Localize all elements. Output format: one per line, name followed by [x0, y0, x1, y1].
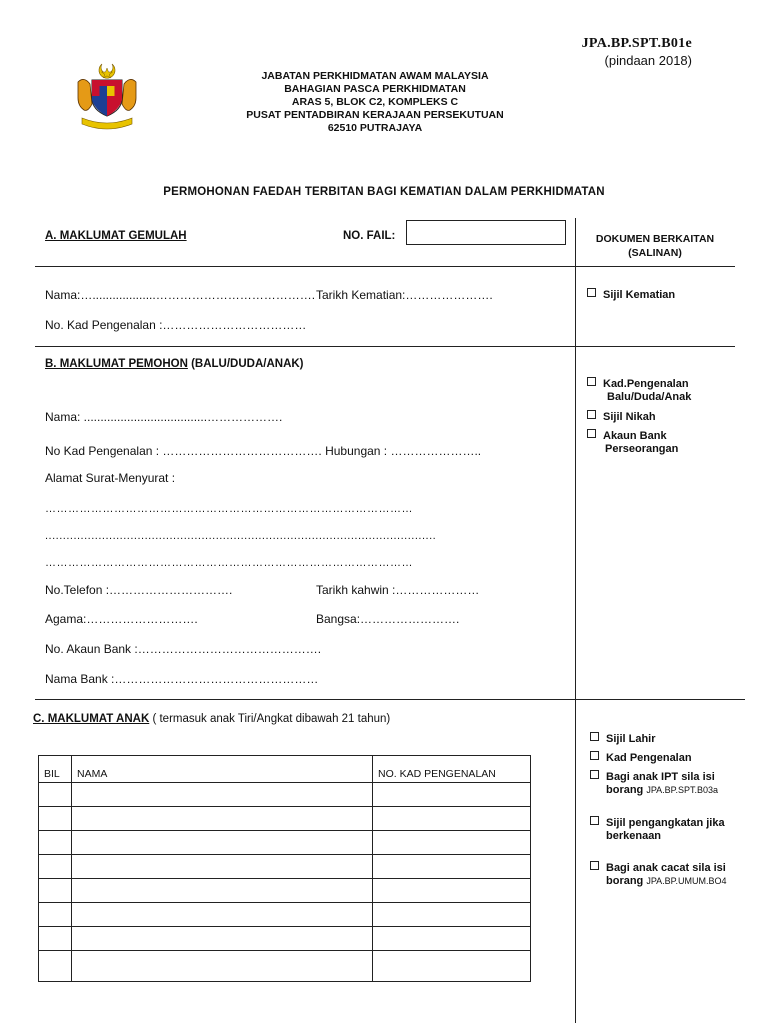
form-title: PERMOHONAN FAEDAH TERBITAN BAGI KEMATIAN DALAM PERKHIDMATAN: [163, 186, 605, 198]
checkbox-icon[interactable]: [590, 751, 599, 760]
doc-sijil-pengangkatan[interactable]: [590, 816, 725, 843]
section-a-heading-text: A. MAKLUMAT GEMULAH: [45, 230, 187, 242]
doc-label: Kad.Pengenalan: [603, 378, 689, 390]
section-b-heading-suffix: (BALU/DUDA/ANAK): [187, 358, 304, 370]
table-header-row: [39, 756, 531, 783]
agency-address-2: PUSAT PENTADBIRAN KERAJAAN PERSEKUTUAN: [246, 109, 504, 121]
pemohon-bangsa-field[interactable]: Bangsa:…………………….: [316, 612, 460, 626]
doc-anak-cacat[interactable]: [590, 861, 727, 888]
doc-label: Akaun Bank: [603, 430, 667, 442]
pemohon-alamat-line-1[interactable]: ……………………………………………………………………………………: [45, 503, 413, 515]
pemohon-nama-field[interactable]: Nama: .....................................……………….: [45, 410, 283, 424]
pemohon-tarikh-kahwin-field[interactable]: Tarikh kahwin :…………………: [316, 583, 480, 597]
agency-division: BAHAGIAN PASCA PERKHIDMATAN: [284, 83, 466, 95]
form-revision: (pindaan 2018): [604, 53, 692, 68]
checkbox-icon[interactable]: [590, 732, 599, 741]
pemohon-telefon-field[interactable]: No.Telefon :………………………….: [45, 583, 233, 597]
checkbox-icon[interactable]: [587, 410, 596, 419]
column-divider: [575, 218, 576, 1023]
doc-label-line2: berkenaan: [606, 830, 662, 842]
doc-label: Sijil pengangkatan jika: [606, 817, 725, 829]
documents-header-subtitle: (SALINAN): [628, 247, 682, 259]
pemohon-alamat-line-2[interactable]: ..............................................................................................................: [45, 530, 437, 542]
table-row[interactable]: [39, 783, 531, 807]
checkbox-icon[interactable]: [587, 429, 596, 438]
pemohon-alamat-line-3[interactable]: ……………………………………………………………………………………: [45, 557, 413, 569]
doc-label: Sijil Lahir: [606, 733, 656, 745]
doc-label-line2: borang: [606, 875, 647, 887]
table-row[interactable]: [39, 951, 531, 982]
checkbox-icon[interactable]: [590, 816, 599, 825]
doc-label: Bagi anak cacat sila isi: [606, 862, 726, 874]
no-fail-label: NO. FAIL:: [343, 230, 396, 242]
doc-kad-pengenalan-pemohon[interactable]: [587, 377, 691, 404]
doc-label: Kad Pengenalan: [606, 752, 692, 764]
section-a-heading: [45, 230, 187, 242]
documents-header: [580, 232, 730, 260]
doc-label-line2: borang: [606, 784, 647, 796]
pemohon-no-kp-hubungan-field[interactable]: No Kad Pengenalan : …………………………………. Hubungan : …………………..: [45, 444, 482, 458]
divider-b-top: [35, 346, 735, 347]
table-row[interactable]: [39, 903, 531, 927]
form-code: JPA.BP.SPT.B01e: [581, 36, 692, 51]
gemulah-nama-field[interactable]: Nama:…...................………………………………….: [45, 288, 316, 302]
agency-name: JABATAN PERKHIDMATAN AWAM MALAYSIA: [261, 70, 489, 82]
table-row[interactable]: [39, 927, 531, 951]
agency-address-1: ARAS 5, BLOK C2, KOMPLEKS C: [291, 96, 459, 108]
table-row[interactable]: [39, 807, 531, 831]
divider-a-top: [35, 266, 735, 267]
pemohon-akaun-bank-field[interactable]: No. Akaun Bank :……………………………………….: [45, 642, 322, 656]
checkbox-icon[interactable]: [590, 861, 599, 870]
section-b-heading: [45, 358, 304, 370]
doc-anak-ipt[interactable]: [590, 770, 718, 797]
doc-sijil-kematian-label: Sijil Kematian: [603, 289, 676, 301]
doc-form-code: JPA.BP.UMUM.BO4: [646, 876, 727, 886]
checkbox-icon[interactable]: [587, 288, 596, 297]
section-c-heading: [33, 713, 390, 725]
divider-c-top: [35, 699, 745, 700]
table-row[interactable]: [39, 831, 531, 855]
section-c-heading-note: ( termasuk anak Tiri/Angkat dibawah 21 tahun): [149, 713, 391, 725]
coat-of-arms-icon: [72, 60, 142, 130]
pemohon-nama-bank-field[interactable]: Nama Bank :……………………………………………: [45, 672, 319, 686]
doc-form-code: JPA.BP.SPT.B03a: [646, 785, 719, 795]
doc-label: Bagi anak IPT sila isi: [606, 771, 715, 783]
gemulah-no-kp-field[interactable]: No. Kad Pengenalan :………………………………: [45, 318, 307, 332]
doc-sijil-nikah[interactable]: [587, 410, 656, 424]
checkbox-icon[interactable]: [587, 377, 596, 386]
documents-header-title: DOKUMEN BERKAITAN: [595, 233, 715, 245]
doc-sijil-kematian[interactable]: [587, 288, 675, 302]
section-b-heading-text: B. MAKLUMAT PEMOHON: [45, 358, 188, 370]
agency-address-3: 62510 PUTRAJAYA: [327, 122, 423, 134]
doc-label: Sijil Nikah: [603, 411, 656, 423]
doc-label-line2: Balu/Duda/Anak: [607, 391, 692, 403]
pemohon-agama-field[interactable]: Agama:……………………….: [45, 612, 198, 626]
doc-akaun-bank[interactable]: [587, 429, 678, 456]
doc-kad-pengenalan-anak[interactable]: [590, 751, 692, 765]
table-row[interactable]: [39, 855, 531, 879]
gemulah-tarikh-kematian-field[interactable]: Tarikh Kematian:………………….: [316, 288, 493, 302]
doc-label-line2: Perseorangan: [605, 443, 679, 455]
checkbox-icon[interactable]: [590, 770, 599, 779]
doc-sijil-lahir[interactable]: [590, 732, 656, 746]
col-nama: NAMA: [72, 756, 373, 783]
no-fail-input[interactable]: [406, 220, 566, 245]
anak-table: [38, 755, 531, 982]
pemohon-alamat-label: Alamat Surat-Menyurat :: [45, 471, 176, 485]
section-c-heading-text: C. MAKLUMAT ANAK: [33, 713, 150, 725]
col-no-kp: NO. KAD PENGENALAN: [373, 756, 531, 783]
col-bil: BIL: [39, 756, 72, 783]
table-row[interactable]: [39, 879, 531, 903]
